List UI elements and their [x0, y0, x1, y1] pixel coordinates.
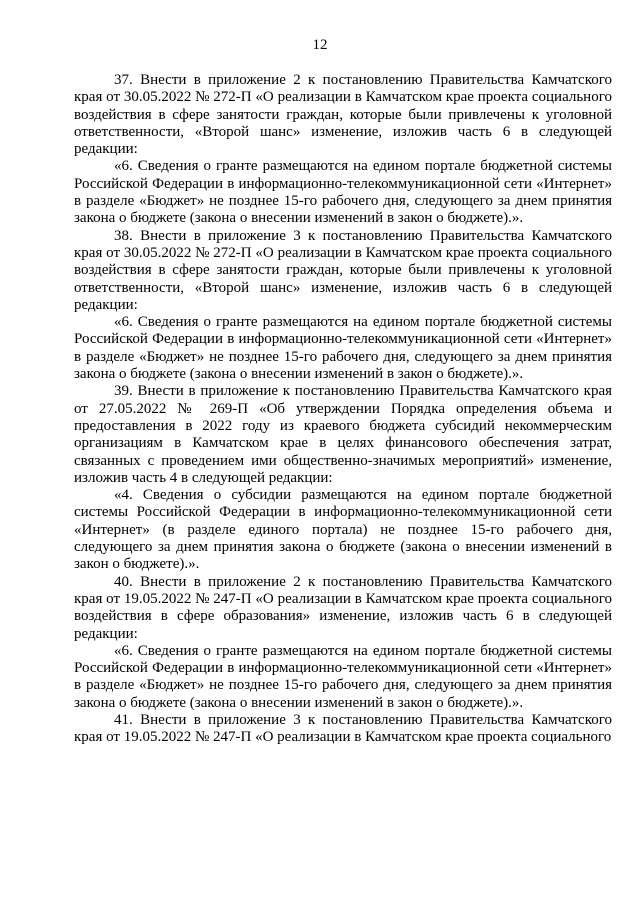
- paragraph-38: 38. Внести в приложение 3 к постановлению Правительства Камчатского края от 30.05.2022 № 272-П «О реализации в Камчатском крае проекта социального воздействия в сфере занятости граждан, которые были привлечены к уголовной ответственности, «Второй шанс» изменение, изложив часть 6 в следующей редакции:: [74, 227, 612, 313]
- page-number: 12: [312, 37, 328, 53]
- paragraph-37-quote: «6. Сведения о гранте размещаются на едином портале бюджетной системы Российской Федерации в информационно-телекоммуникационной сети «Интернет» в разделе «Бюджет» не позднее 15-го рабочего дня, следующего за днем принятия закона о бюджете (закона о внесении изменений в закон о бюджете).».: [74, 158, 612, 227]
- paragraph-40: 40. Внести в приложение 2 к постановлению Правительства Камчатского края от 19.05.2022 № 247-П «О реализации в Камчатском крае проекта социального воздействия в сфере образования» изменение, изложив часть 6 в следующей редакции:: [74, 573, 612, 642]
- paragraph-37: 37. Внести в приложение 2 к постановлению Правительства Камчатского края от 30.05.2022 № 272-П «О реализации в Камчатском крае проекта социального воздействия в сфере занятости граждан, которые были привлечены к уголовной ответственности, «Второй шанс» изменение, изложив часть 6 в следующей редакции:: [74, 72, 612, 158]
- paragraph-39-quote: «4. Сведения о субсидии размещаются на едином портале бюджетной системы Российской Федерации в информационно-телекоммуникационной сети «Интернет» (в разделе единого портала) не позднее 15-го рабочего дня, следующего за днем принятия закона о бюджете (закона о внесении изменений в закон о бюджете).».: [74, 487, 612, 573]
- paragraph-41: 41. Внести в приложение 3 к постановлению Правительства Камчатского края от 19.05.2022 № 247-П «О реализации в Камчатском крае проекта социального: [74, 711, 612, 746]
- paragraph-38-quote: «6. Сведения о гранте размещаются на едином портале бюджетной системы Российской Федерации в информационно-телекоммуникационной сети «Интернет» в разделе «Бюджет» не позднее 15-го рабочего дня, следующего за днем принятия закона о бюджете (закона о внесении изменений в закон о бюджете).».: [74, 314, 612, 383]
- paragraph-39: 39. Внести в приложение к постановлению Правительства Камчатского края от 27.05.2022 № 269-П «Об утверждении Порядка определения объема и предоставления в 2022 году из краевого бюджета субсидий некоммерческим организациям в Камчатском крае в целях финансового обеспечения затрат, связанных с проведением ими общественно-значимых мероприятий» изменение, изложив часть 4 в следующей редакции:: [74, 383, 612, 486]
- document-body: [74, 72, 612, 747]
- paragraph-40-quote: «6. Сведения о гранте размещаются на едином портале бюджетной системы Российской Федерации в информационно-телекоммуникационной сети «Интернет» в разделе «Бюджет» не позднее 15-го рабочего дня, следующего за днем принятия закона о бюджете (закона о внесении изменений в закон о бюджете).».: [74, 642, 612, 711]
